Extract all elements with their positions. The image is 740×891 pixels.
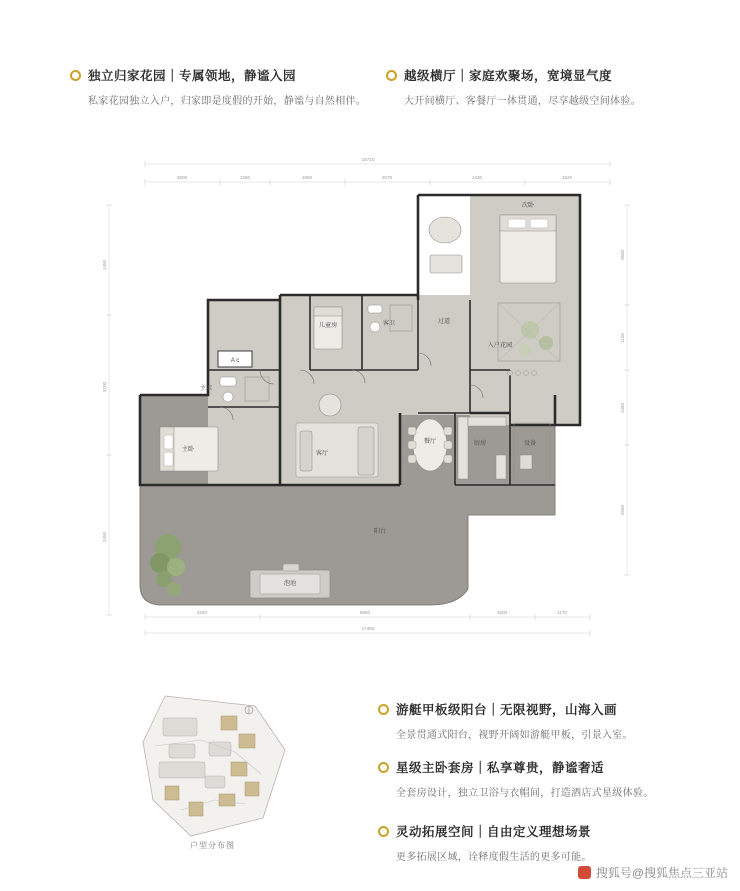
floorplan-diagram — [100, 155, 645, 645]
dim-bottom-4: 1170 — [557, 610, 567, 615]
feature-master-title: 星级主卧套房｜私享尊贵，静谧奢适 — [396, 761, 605, 775]
feature-master-heading — [378, 758, 654, 776]
feature-deck-desc: 全景贯通式阳台，视野开阔如游艇甲板，引景入室。 — [396, 730, 633, 741]
dim-right-2: 1100 — [620, 333, 625, 343]
dim-top-6: 1620 — [561, 175, 573, 180]
compass-icon — [218, 351, 252, 367]
room-label-zhuwo: 主卧 — [181, 446, 195, 453]
dim-left-1: 1450 — [102, 259, 107, 271]
dim-bottom-3: 1600 — [496, 610, 508, 615]
feature-master-desc: 全套房设计，独立卫浴与衣帽间，打造酒店式星级体验。 — [396, 788, 654, 799]
dim-bottom-2: 6960 — [359, 610, 371, 615]
room-label-canting: 餐厅 — [423, 438, 437, 445]
compass-label: A c — [230, 357, 240, 364]
feature-deck — [378, 700, 633, 741]
dimension-chain-bottom — [145, 610, 590, 636]
dimension-chain-right — [620, 205, 630, 575]
dim-top-2: 1250 — [239, 175, 251, 180]
room-label-ciwo: 次卧 — [521, 202, 535, 209]
room-label-guodao: 过道 — [437, 318, 451, 325]
watermark — [578, 864, 728, 881]
dim-top-5: 1430 — [471, 175, 483, 180]
ring-bullet-icon — [378, 826, 389, 837]
dim-top-total: 18710 — [361, 157, 375, 162]
room-label-zhuwei: 主卫 — [199, 385, 213, 392]
feature-hall-desc: 大开间横厅、客餐厅一体贯通，尽享越级空间体验。 — [404, 96, 641, 107]
feature-hall-heading — [386, 66, 641, 84]
dimension-chain-left — [102, 205, 112, 615]
feature-hall — [386, 66, 641, 107]
feature-deck-heading — [378, 700, 633, 718]
room-label-ertongfang: 儿童房 — [318, 322, 338, 329]
keyplan-caption: 户型分布图 — [190, 841, 235, 850]
keyplan-diagram — [135, 690, 295, 860]
dim-left-2: 3200 — [102, 381, 107, 393]
ring-bullet-icon — [70, 70, 81, 81]
feature-garden — [70, 66, 366, 107]
dim-left-3: 2450 — [102, 531, 107, 543]
room-label-paochi: 泡池 — [283, 580, 297, 587]
dim-bottom-1: 4250 — [196, 610, 208, 615]
room-label-chufang: 厨房 — [473, 440, 487, 447]
feature-flex-title: 灵动拓展空间｜自由定义理想场景 — [396, 825, 592, 839]
ring-bullet-icon — [378, 762, 389, 773]
dim-top-3: 1950 — [301, 175, 313, 180]
ring-bullet-icon — [378, 704, 389, 715]
room-label-keting: 客厅 — [315, 450, 329, 457]
feature-flex — [378, 822, 592, 863]
dim-top-1: 3800 — [176, 175, 188, 180]
feature-deck-title: 游艇甲板级阳台｜无限视野，山海入画 — [396, 703, 618, 717]
feature-master — [378, 758, 654, 799]
feature-garden-desc: 私家花园独立入户，归家即是度假的开始，静谧与自然相伴。 — [88, 96, 367, 107]
room-label-yangtai: 阳台 — [373, 528, 387, 535]
feature-garden-heading — [70, 66, 366, 84]
room-label-shebei: 设备 — [523, 440, 537, 447]
sohu-logo-icon — [578, 866, 591, 879]
room-label-rohuayuan: 入户花园 — [487, 342, 513, 349]
feature-hall-title: 越级横厅｜家庭欢聚场，宽境显气度 — [404, 69, 613, 83]
feature-garden-title: 独立归家花园｜专属领地，静谧入园 — [88, 69, 297, 83]
watermark-text: 搜狐号@搜狐焦点三亚站 — [595, 866, 728, 880]
dim-right-1: 2600 — [620, 249, 625, 261]
dimension-chain-top — [145, 157, 610, 185]
room-label-kewei: 客卫 — [382, 320, 396, 327]
dim-right-4: 2550 — [620, 504, 625, 516]
dim-bottom-total: 17480 — [361, 626, 375, 631]
dim-top-4: 2570 — [381, 175, 393, 180]
feature-flex-heading — [378, 822, 592, 840]
feature-flex-desc: 更多拓展区域，诠释度假生活的更多可能。 — [396, 852, 592, 863]
dim-right-3: 1450 — [620, 402, 625, 414]
ring-bullet-icon — [386, 70, 397, 81]
